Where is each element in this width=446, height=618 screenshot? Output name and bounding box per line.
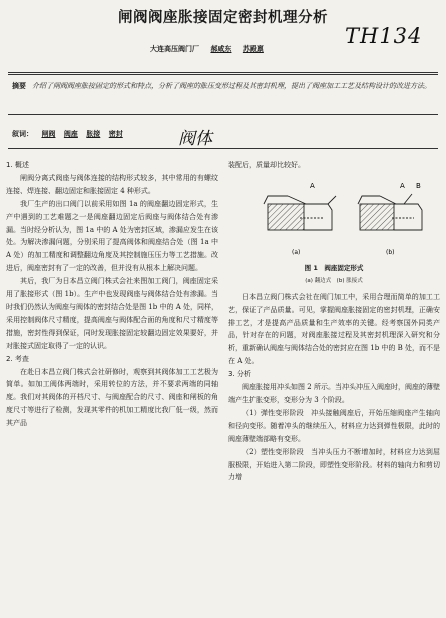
- paragraph: 日本昌立阀门株式会社在阀门加工中，采用合理而简单的加工工艺，保证了产品质量。可见，掌握阀座胀接固定的密封机理，正确安排工艺，才是提高产品质量和生产效率的关键。经考察国外同类产品，针对存在的问题，对阀座胀接过程及其密封机理深入研究和分析，重新确认阀座与阀体结合处的密封应在图 1b 中的 B 处，而不是在 A 处。: [228, 292, 440, 366]
- figure-caption: 图 1 阀座固定形式: [304, 263, 364, 272]
- figure-label-a-point: A: [310, 181, 315, 190]
- section-heading: 3. 分析: [228, 370, 251, 379]
- paragraph: 阀座胀接用冲头如图 2 所示。当冲头冲压入阀座时，阀座的薄壁端产生扩胀变形，变形分为 3 个阶段。: [228, 383, 440, 404]
- figure-1: [228, 174, 440, 262]
- figure-sublabel: (b): [386, 248, 395, 256]
- divider: [8, 74, 438, 75]
- author-name: 郝咸东: [210, 45, 232, 53]
- divider: [8, 148, 438, 149]
- paragraph: 其后，我厂为日本昌立阀门株式会社来图加工阀门，阀座固定采用了胀接形式（图 1b）。生产中也发现阀座与阀体结合处有渗漏。当时我们仍然认为阀座与阀体的密封结合处是图 1b 中的 A 处，同样，采用控制阀体尺寸精度，提高阀座与阀体配合面的角度和尺寸精度等措施，密封性得到保证，同时发现胀接固定较翻边固定效果要好，并对胀接式固定取得了一定的认识。: [6, 277, 218, 350]
- keyword: 胀接: [86, 130, 101, 138]
- section-heading: 1. 概述: [6, 161, 29, 169]
- paragraph: （1）弹性变形阶段 冲头接触阀座后，开始压缩阀座产生轴向和径向变形。随着冲头的继续压入，材料应力达到弹性极限，此时的阀座薄壁端部略有变形。: [228, 408, 440, 443]
- keywords: [12, 129, 129, 139]
- figure-sublabel: (a): [292, 248, 301, 256]
- paragraph: 在赴日本昌立阀门株式会社研修时，观察到其阀体加工工艺极为简单。如加工阀体两端时，采用转位的方法，并不要求两端的同轴度。我们对其阀体的开档尺寸、与阀座配合的尺寸、阀座和闸板的角度尺寸等进行了检测，发现其零件的机加工精度比我厂低一级，然而其产品: [6, 367, 218, 428]
- keyword: 闸阀: [41, 130, 56, 138]
- figure-label-b-point: B: [416, 181, 421, 190]
- keywords-label: 叙词：: [12, 130, 33, 138]
- figure-a-drawing: [264, 196, 336, 230]
- divider: [8, 114, 438, 115]
- abstract-text: 介绍了闸阀阀座胀接固定的形式和特点，分析了阀座的胀压变形过程及其密封机理，提出了阀座加工工艺及结构设计的改进方法。: [32, 82, 431, 90]
- author-name: 苏殿禀: [242, 45, 264, 53]
- abstract-label: 摘要: [12, 82, 26, 90]
- paragraph: （2）塑性变形阶段 当冲头压力不断增加时，材料应力达到屈服极限，开始进入第二阶段，即塑性变形阶段。材料的轴向力和剪切力增: [228, 447, 440, 482]
- handwritten-keyword: 阀体: [178, 129, 212, 149]
- divider: [8, 72, 438, 73]
- abstract: [12, 80, 438, 93]
- keyword: 阀座: [63, 130, 78, 138]
- left-column: [6, 159, 218, 430]
- author-line: [150, 44, 273, 54]
- section-heading: 2. 考查: [6, 354, 29, 363]
- handwritten-classification-code: TH134: [345, 24, 423, 48]
- article-title: 闸阀阀座胀接固定密封机理分析: [118, 10, 328, 26]
- figure-subcaption: (a) 翻边式 (b) 胀接式: [305, 277, 363, 284]
- figure-drawing: [228, 174, 440, 262]
- paragraph: 装配后，质量却比较好。: [228, 161, 305, 169]
- figure-b-drawing: [358, 194, 422, 230]
- paragraph: 闸阀分离式阀座与阀体连接的结构形式较多，其中常用的有螺纹连接、焊连接、翻边固定和胀接固定 4 种形式。: [6, 173, 218, 195]
- affiliation: 大连高压阀门厂: [150, 45, 199, 53]
- figure-label-a-point: A: [400, 181, 405, 190]
- keyword: 密封: [108, 130, 123, 138]
- right-column: [228, 159, 440, 484]
- paragraph: 我厂生产的出口阀门以前采用如图 1a 的阀座翻边固定形式，生产中遇到的工艺难题之一是阀座翻边固定后阀座与阀体结合处有渗漏。当时经分析认为，图 1a 中的 A 处为密封区域，渗漏应发生在该处。为解决渗漏问题，分别采用了提高阀体和阀座结合处（图 1a 中 A 处）的加工精度和调整翻边角度及其控制施压压力等工艺措施。改进后，阀座密封有了一定的改善，但并没有从根本上解决问题。: [6, 199, 218, 273]
